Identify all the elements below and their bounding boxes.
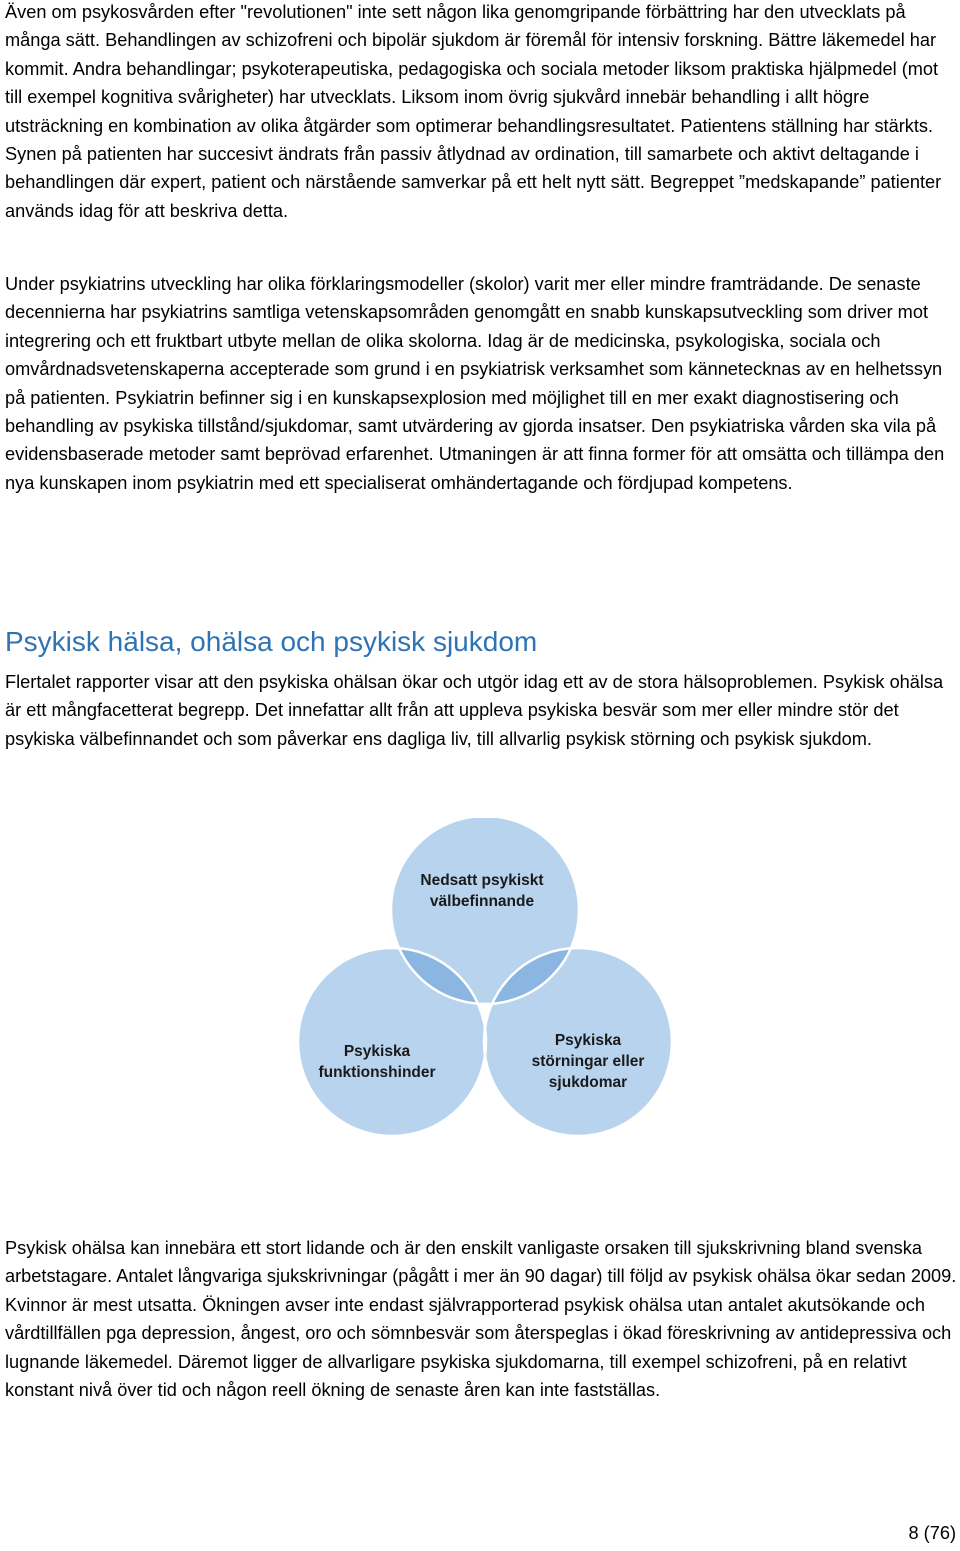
venn-label-right-line2: störningar eller — [531, 1053, 645, 1070]
venn-label-left-line1: Psykiska — [343, 1043, 411, 1060]
section-heading: Psykisk hälsa, ohälsa och psykisk sjukdom — [5, 626, 538, 657]
paragraph-2: Under psykiatrins utveckling har olika förklaringsmodeller (skolor) varit mer eller mindre framträdande. De senaste decennierna har psykiatrins samtliga vetenskapsområden genomgått en snabb kunskapsutveckling som driver mot integrering och ett fruktbart utbyte mellan de olika skolorna. Idag är de medicinska, psykologiska, sociala och omvårdnadsvetenskaperna accepterade som grund i en psykiatrisk verksamhet som kännetecknas av en helhetssyn på patienten. Psykiatrin befinner sig i en kunskapsexplosion med möjlighet till en mer exakt diagnostisering och behandling av psykiska tillstånd/sjukdomar, samt utvärdering av gjorda insatser. Den psykiatriska vården ska vila på evidensbaserade metoder samt beprövad erfarenhet. Utmaningen är att finna former för att omsätta och tillämpa den nya kunskapen inom psykiatrin med ett specialiserat omhändertagande och fördjupad kompetens. — [5, 274, 945, 493]
venn-label-top-line2: välbefinnande — [429, 893, 535, 910]
venn-label-left-line2: funktionshinder — [318, 1064, 436, 1081]
venn-label-top — [402, 870, 562, 912]
venn-label-top-line1: Nedsatt psykiskt — [420, 872, 544, 889]
page-number: 8 (76) — [908, 1523, 956, 1543]
paragraph-3: Flertalet rapporter visar att den psykiska ohälsan ökar och utgör idag ett av de stora hälsoproblemen. Psykisk ohälsa är ett mångfacetterat begrepp. Det innefattar allt från att uppleva psykiska besvär som mer eller mindre stör det psykiska välbefinnandet och som påverkar ens dagliga liv, till allvarlig psykisk störning och psykisk sjukdom. — [5, 672, 944, 749]
venn-diagram — [290, 818, 680, 1170]
venn-label-left — [297, 1041, 457, 1083]
venn-label-right-line1: Psykiska — [554, 1032, 622, 1049]
venn-label-right — [508, 1030, 668, 1093]
venn-label-right-line3: sjukdomar — [548, 1074, 628, 1091]
paragraph-4: Psykisk ohälsa kan innebära ett stort lidande och är den enskilt vanligaste orsaken till sjukskrivning bland svenska arbetstagare. Antalet långvariga sjukskrivningar (pågått i mer än 90 dagar) till följd av psykisk ohälsa ökar sedan 2009. Kvinnor är mest utsatta. Ökningen avser inte endast självrapporterad psykisk ohälsa utan antalet akutsökande och vårdtillfällen pga depression, ångest, oro och sömnbesvär som återspeglas i ökad föreskrivning av antidepressiva och lugnande läkemedel. Däremot ligger de allvarligare psykiska sjukdomarna, till exempel schizofreni, på en relativt konstant nivå över tid och någon reell ökning de senaste åren kan inte fastställas. — [5, 1238, 957, 1401]
paragraph-1: Även om psykosvården efter "revolutionen" inte sett någon lika genomgripande förbättring har den utvecklats på många sätt. Behandlingen av schizofreni och bipolär sjukdom är föremål för intensiv forskning. Bättre läkemedel har kommit. Andra behandlingar; psykoterapeutiska, pedagogiska och sociala metoder liksom praktiska hjälpmedel (mot till exempel kognitiva svårigheter) har utvecklats. Liksom inom övrig sjukvård innebär behandling i allt högre utsträckning en kombination av olika åtgärder som optimerar behandlingsresultatet. Patientens ställning har stärkts. Synen på patienten har succesivt ändrats från passiv åtlydnad av ordination, till samarbete och aktivt deltagande i behandlingen där expert, patient och närstående samverkar på ett helt nytt sätt. Begreppet ”medskapande” patienter används idag för att beskriva detta. — [5, 2, 942, 221]
